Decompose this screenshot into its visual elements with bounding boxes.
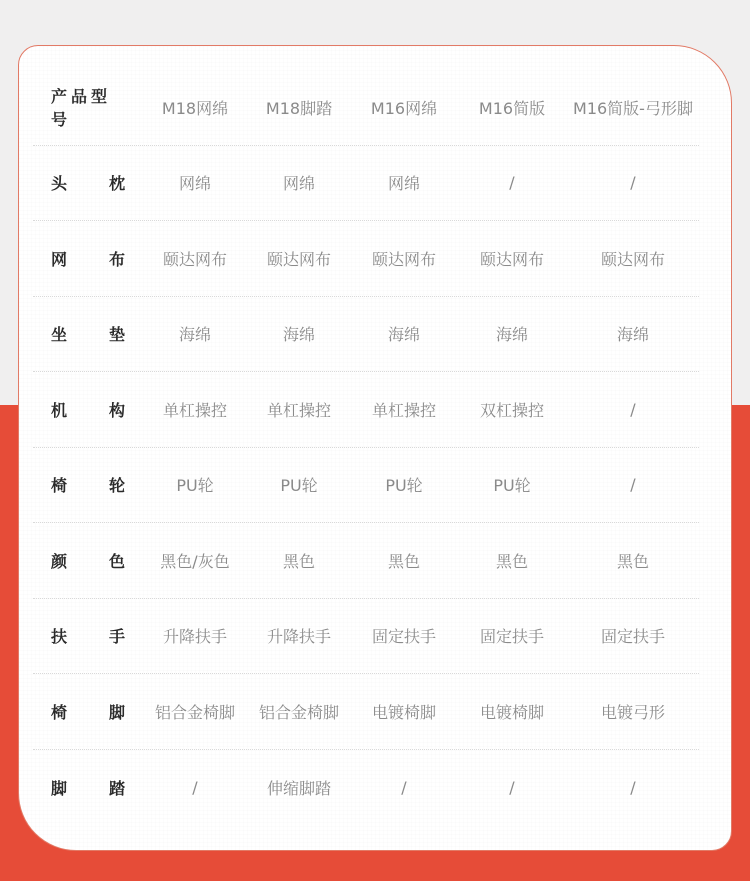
spec-value: 双杠操控 [479, 400, 544, 420]
spec-row-mechanism [33, 372, 699, 448]
row-label [33, 171, 143, 194]
spec-value: 颐达网布 [371, 249, 436, 269]
spec-row-armrest [33, 599, 699, 675]
model-name: M16简版-弓形脚 [573, 98, 693, 118]
header-label-text: 产品型号 [51, 87, 112, 130]
spec-value: 网绵 [282, 174, 315, 194]
row-label-char: 椅 [51, 476, 72, 496]
spec-value: 颐达网布 [266, 249, 331, 269]
spec-value: PU轮 [280, 476, 318, 496]
spec-value: 颐达网布 [479, 249, 544, 269]
row-label-char: 脚 [51, 778, 72, 798]
row-label-char: 颜 [51, 551, 72, 571]
spec-row-mesh [33, 221, 699, 297]
row-label-char: 头 [51, 174, 72, 194]
spec-row-color [33, 523, 699, 599]
spec-value: 铝合金椅脚 [154, 702, 235, 722]
spec-value: 固定扶手 [479, 627, 544, 647]
spec-value: 颐达网布 [600, 249, 665, 269]
spec-value: 升降扶手 [266, 627, 331, 647]
spec-value: / [401, 777, 407, 797]
spec-value: 电镀椅脚 [479, 702, 544, 722]
spec-value: / [630, 475, 636, 495]
row-label-char: 扶 [51, 627, 72, 647]
row-label-char: 垫 [108, 325, 129, 345]
spec-value: 海绵 [495, 325, 528, 345]
row-label-char: 网 [51, 249, 72, 269]
row-label [33, 247, 143, 270]
spec-value: 黑色 [387, 551, 420, 571]
spec-value: 黑色 [616, 551, 649, 571]
spec-value: 固定扶手 [371, 627, 436, 647]
spec-value: 黑色 [282, 551, 315, 571]
spec-value: PU轮 [493, 476, 531, 496]
row-label-char: 构 [108, 400, 129, 420]
spec-value: 单杠操控 [162, 400, 227, 420]
spec-value: 海绵 [282, 325, 315, 345]
row-label-char: 轮 [108, 476, 129, 496]
model-name: M16简版 [478, 98, 546, 118]
spec-value: 黑色 [495, 551, 528, 571]
spec-table [33, 70, 699, 825]
model-name: M16网绵 [370, 98, 438, 118]
row-label-char: 机 [51, 400, 72, 420]
spec-value: 海绵 [387, 325, 420, 345]
spec-value: / [630, 399, 636, 419]
spec-value: / [630, 777, 636, 797]
model-name: M18网绵 [161, 98, 229, 118]
spec-row-footrest [33, 750, 699, 826]
header-row [33, 70, 699, 146]
spec-value: 升降扶手 [162, 627, 227, 647]
spec-value: 铝合金椅脚 [258, 702, 339, 722]
spec-value: / [192, 777, 198, 797]
spec-value: 单杠操控 [266, 400, 331, 420]
row-label-char: 手 [108, 627, 129, 647]
spec-card [18, 45, 732, 851]
spec-row-casters [33, 448, 699, 524]
row-label [33, 398, 143, 421]
spec-value: 海绵 [616, 325, 649, 345]
row-label-char: 枕 [108, 174, 129, 194]
row-label-char: 色 [108, 551, 129, 571]
spec-value: 电镀椅脚 [371, 702, 436, 722]
spec-row-headrest [33, 146, 699, 222]
spec-row-seat [33, 297, 699, 373]
spec-value: 网绵 [387, 174, 420, 194]
row-label [33, 700, 143, 723]
spec-value: 伸缩脚踏 [266, 778, 331, 798]
header-label [33, 84, 143, 130]
row-label [33, 549, 143, 572]
spec-value: 网绵 [178, 174, 211, 194]
row-label-char: 踏 [108, 778, 129, 798]
spec-value: / [509, 173, 515, 193]
model-name: M18脚踏 [265, 98, 333, 118]
row-label-char: 椅 [51, 702, 72, 722]
row-label-char: 脚 [108, 702, 129, 722]
row-label [33, 624, 143, 647]
spec-value: 颐达网布 [162, 249, 227, 269]
spec-value: 海绵 [178, 325, 211, 345]
spec-row-base [33, 674, 699, 750]
row-label [33, 776, 143, 799]
spec-value: PU轮 [385, 476, 423, 496]
spec-value: 固定扶手 [600, 627, 665, 647]
spec-value: 单杠操控 [371, 400, 436, 420]
row-label-char: 坐 [51, 325, 72, 345]
spec-value: / [630, 173, 636, 193]
spec-value: 黑色/灰色 [160, 551, 230, 571]
row-label-char: 布 [108, 249, 129, 269]
spec-value: 电镀弓形 [600, 702, 665, 722]
row-label [33, 322, 143, 345]
spec-value: / [509, 777, 515, 797]
row-label [33, 473, 143, 496]
spec-value: PU轮 [176, 476, 214, 496]
